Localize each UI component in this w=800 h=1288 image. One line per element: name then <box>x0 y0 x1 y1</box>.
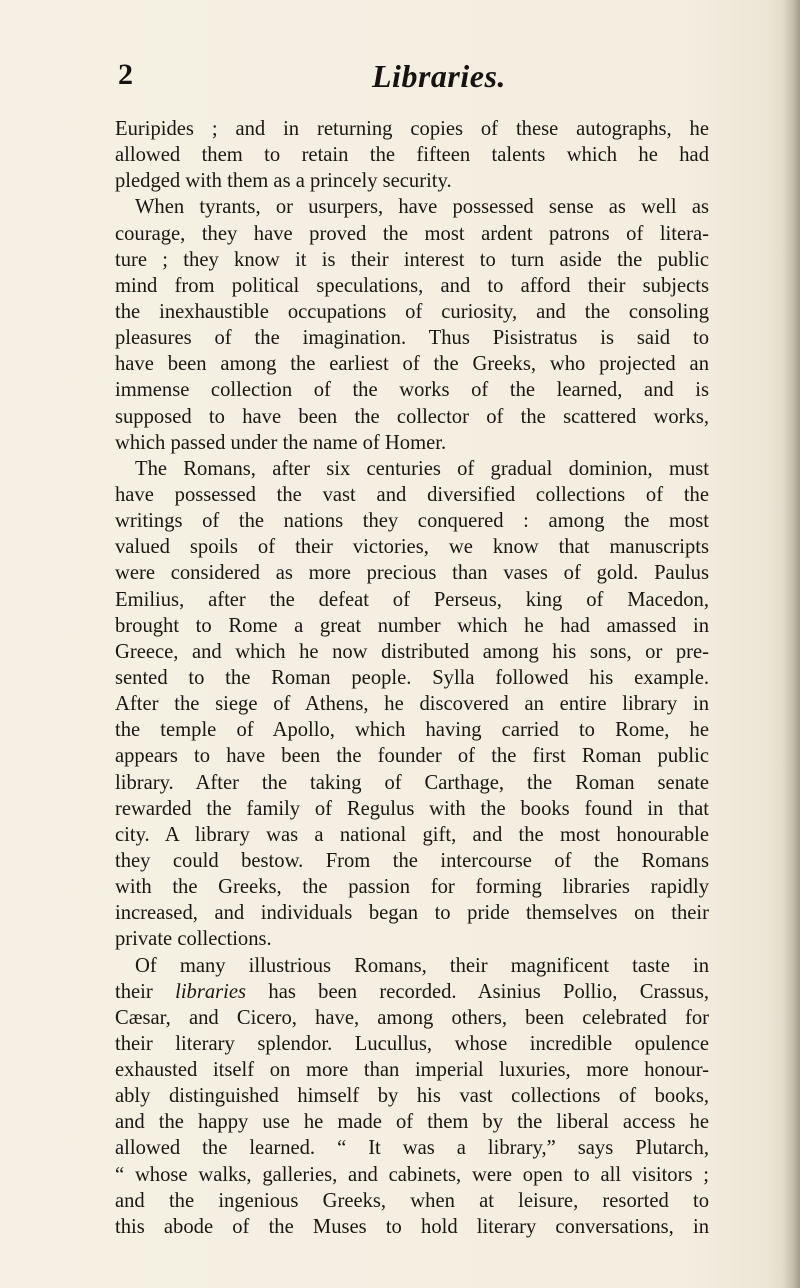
text-line: ably distinguished himself by his vast collections of books, <box>115 1085 709 1108</box>
text-line: supposed to have been the collector of the scattered works, <box>115 405 709 428</box>
text-line: valued spoils of their victories, we know that manuscripts <box>115 536 709 559</box>
italic-prefix: their <box>115 980 153 1003</box>
text-line: have been among the earliest of the Greeks, who projected an <box>115 353 709 376</box>
text-line: writings of the nations they conquered : among the most <box>115 510 709 533</box>
text-line: the temple of Apollo, which having carried to Rome, he <box>115 719 709 742</box>
text-line: After the siege of Athens, he discovered an entire library in <box>115 693 709 716</box>
text-line: exhausted itself on more than imperial luxuries, more honour- <box>115 1059 709 1082</box>
text-line: When tyrants, or usurpers, have possessed sense as well as <box>135 196 709 219</box>
text-line: “ whose walks, galleries, and cabinets, were open to all visitors ; <box>115 1163 709 1186</box>
text-line: immense collection of the works of the learned, and is <box>115 379 709 402</box>
text-line: allowed them to retain the fifteen talents which he had <box>115 144 709 167</box>
text-line: Greece, and which he now distributed among his sons, or pre- <box>115 640 709 663</box>
text-line: ture ; they know it is their interest to turn aside the public <box>115 248 709 271</box>
text-line: Emilius, after the defeat of Perseus, king of Macedon, <box>115 588 709 611</box>
text-line: The Romans, after six centuries of gradual dominion, must <box>135 457 709 480</box>
text-line-with-italic <box>115 979 709 1005</box>
text-line-remainder: has been recorded. Asinius Pollio, Crassus, <box>268 980 709 1003</box>
text-line: brought to Rome a great number which he had amassed in <box>115 614 709 637</box>
text-line: which passed under the name of Homer. <box>115 431 447 454</box>
text-line: pledged with them as a princely security. <box>115 170 452 193</box>
text-line: courage, they have proved the most ardent patrons of litera- <box>115 222 709 245</box>
text-line: Cæsar, and Cicero, have, among others, been celebrated for <box>115 1006 709 1029</box>
text-line: rewarded the family of Regulus with the books found in that <box>115 797 709 820</box>
page-header <box>118 58 710 98</box>
text-line: and the ingenious Greeks, when at leisure, resorted to <box>115 1189 709 1212</box>
italic-word-libraries: libraries <box>175 980 247 1003</box>
text-line: and the happy use he made of them by the liberal access he <box>115 1111 709 1134</box>
text-line: city. A library was a national gift, and the most honourable <box>115 823 709 846</box>
text-line: allowed the learned. “ It was a library,” says Plutarch, <box>115 1137 709 1160</box>
text-line: sented to the Roman people. Sylla followed his example. <box>115 666 709 689</box>
text-line: with the Greeks, the passion for forming libraries rapidly <box>115 876 709 899</box>
text-line: this abode of the Muses to hold literary conversations, in <box>115 1215 709 1238</box>
running-title: Libraries. <box>372 58 506 94</box>
text-line: Of many illustrious Romans, their magnificent taste in <box>135 954 709 977</box>
text-line: increased, and individuals began to pride themselves on their <box>115 902 709 925</box>
text-line: appears to have been the founder of the first Roman public <box>115 745 709 768</box>
text-line: have possessed the vast and diversified collections of the <box>115 483 709 506</box>
page-edge-shadow <box>782 0 800 1288</box>
text-line: mind from political speculations, and to afford their subjects <box>115 274 709 297</box>
page-number: 2 <box>118 58 133 91</box>
text-line: Euripides ; and in returning copies of these autographs, he <box>115 118 709 140</box>
text-line: were considered as more precious than vases of gold. Paulus <box>115 562 709 585</box>
text-line: the inexhaustible occupations of curiosity, and the consoling <box>115 300 709 323</box>
text-line: they could bestow. From the intercourse of the Romans <box>115 849 709 872</box>
text-line: private collections. <box>115 928 272 951</box>
text-line: pleasures of the imagination. Thus Pisistratus is said to <box>115 327 709 350</box>
text-line: library. After the taking of Carthage, the Roman senate <box>115 771 709 794</box>
body-text <box>115 116 709 1240</box>
text-line: their literary splendor. Lucullus, whose incredible opulence <box>115 1032 709 1055</box>
